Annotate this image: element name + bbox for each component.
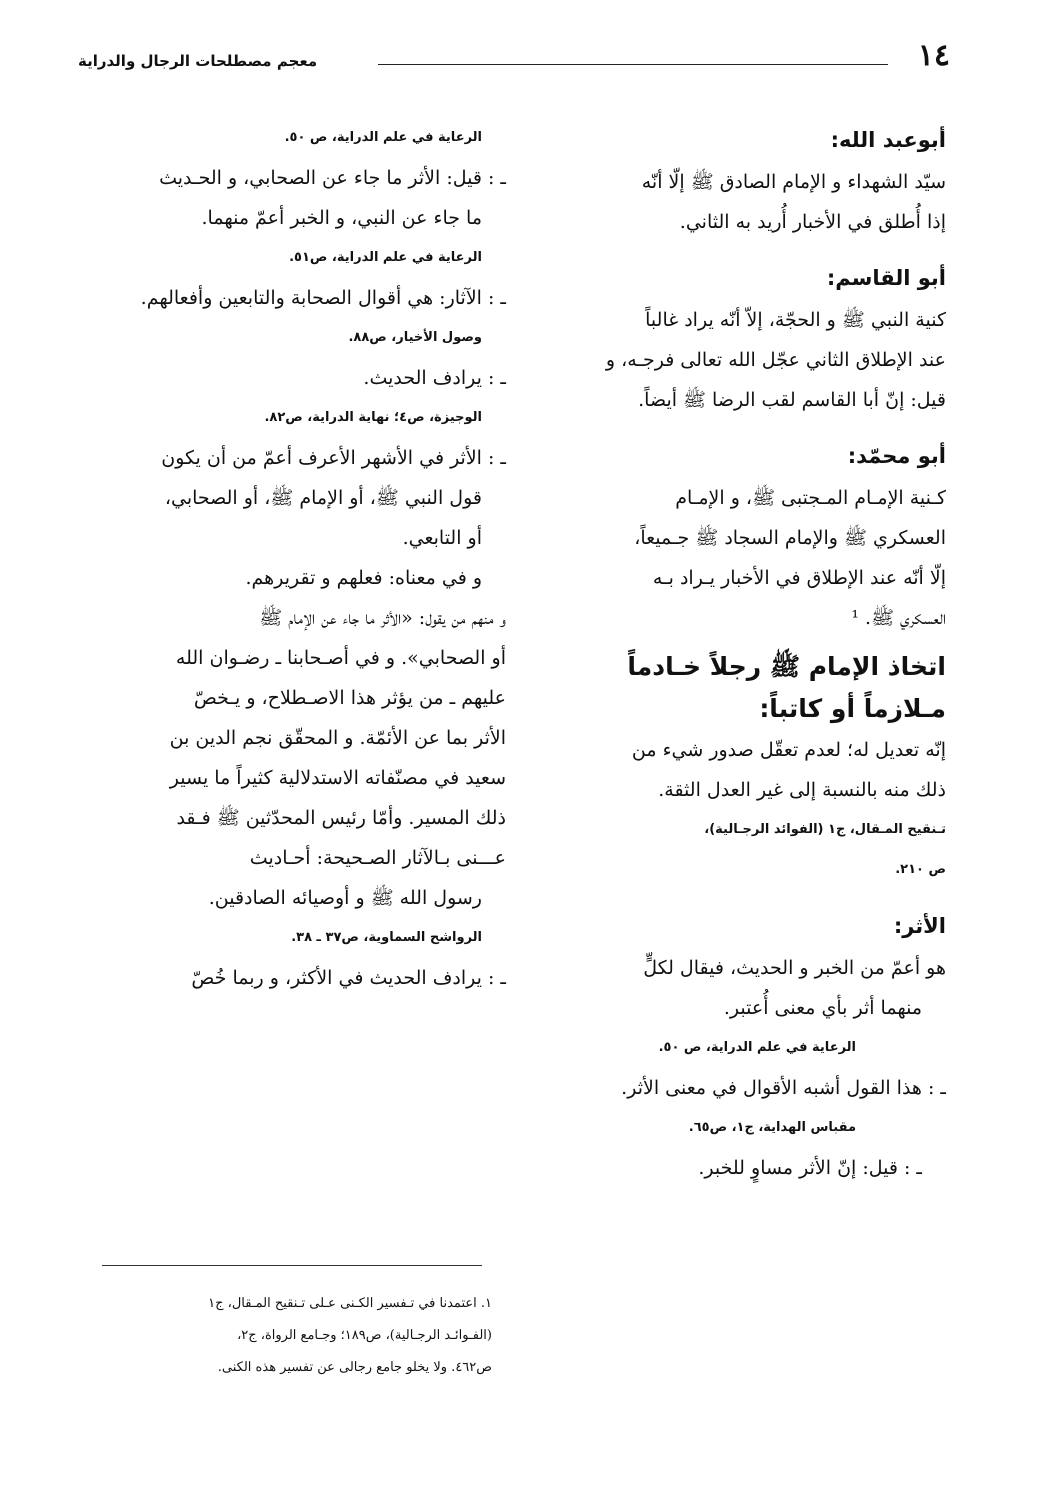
footnotes (100, 1288, 492, 1384)
header-rule (378, 64, 888, 65)
entry-heading-ittikhadh: اتخاذ الإمام ﷺ رجلاً خـادماً مـلازماً أو كاتباً: (627, 652, 946, 723)
body-line: إذا أُطلق في الأخبار أُريد به الثاني. (679, 211, 946, 233)
definition-item: ـ : يرادف الحديث في الأكثر، و ربما خُصّ (191, 967, 506, 989)
footnote-line: (الفـوائـد الرجـالية)، ص١٨٩؛ وجـامع الرواة، ج٢، (237, 1328, 492, 1343)
body-line: ما جاء عن النبي، و الخبر أعمّ منهما. (201, 207, 482, 229)
definition-item: ـ : يرادف الحديث. (363, 367, 506, 389)
source-reference: الرعاية في علم الدراية، ص ٥٠. (284, 130, 482, 145)
source-reference: وصول الأخيار، ص٨٨. (348, 330, 482, 345)
page-header (78, 38, 950, 88)
body-line: الأثر بما عن الأئمّة. و المحقّق نجم الدين بن (169, 727, 506, 749)
right-column (556, 118, 946, 1188)
body-line: كـنية الإمـام المـجتبى ﷺ، و الإمـام (675, 487, 946, 509)
body-line: رسول الله ﷺ و أوصيائه الصادقين. (208, 887, 482, 909)
entry-heading-abu-abdillah: أبوعبد الله: (830, 128, 946, 152)
body-line: كنية النبي ﷺ و الحجّة، إلاّ أنّه يراد غالباً (645, 309, 946, 331)
definition-item: ـ : قيل: الأثر ما جاء عن الصحابي، و الحـديث (159, 167, 506, 189)
definition-item: ـ : هذا القول أشبه الأقوال في معنى الأثر. (621, 1077, 946, 1099)
body-line: إلّا أنّه عند الإطلاق في الأخبار يـراد بـه (652, 567, 946, 589)
body-line: سيّد الشهداء و الإمام الصادق ﷺ إلّا أنّه (641, 171, 946, 193)
body-line: العسكري ﷺ والإمام السجاد ﷺ جـميعاً، (634, 527, 946, 549)
source-reference: مقباس الهداية، ج١، ص٦٥. (688, 1120, 856, 1135)
page-number: ١٤ (917, 38, 950, 73)
body-line: عـــنى بـالآثار الصـحيحة: أحـاديث (249, 847, 506, 869)
body-line: هو أعمّ من الخبر و الحديث، فيقال لكلٍّ (643, 957, 946, 979)
entry-heading-athar: الأثر: (893, 914, 946, 938)
entry-heading-abu-muhammad: أبو محمّد: (847, 444, 946, 468)
left-column (66, 118, 506, 998)
source-reference: تـنقيح المـقال، ج١ (الفوائد الرجـالية)، (704, 822, 946, 837)
footnote-rule (102, 1265, 482, 1266)
body-line: و في معناه: فعلهم و تقريرهم. (245, 567, 482, 589)
body-line: عليهم ـ من يؤثر هذا الاصـطلاح، و يـخصّ (193, 687, 506, 709)
body-line: عند الإطلاق الثاني عجّل الله تعالى فرجـه، و (605, 349, 946, 371)
source-reference: الرعاية في علم الدراية، ص٥١. (289, 250, 482, 265)
source-reference: الوجيزة، ص٤؛ نهاية الدراية، ص٨٢. (264, 410, 482, 425)
entry-heading-abu-alqasim: أبو القاسم: (826, 266, 946, 290)
body-line: منهما أثر بأي معنى أُعتبر. (723, 997, 922, 1019)
footnote-line: ١. اعتمدنا في تـفسير الكـنى عـلى تـنقيح المـقال، ج١ (208, 1296, 492, 1311)
body-line: أو التابعي. (402, 527, 482, 549)
book-title: معجم مصطلحات الرجال والدراية (78, 52, 318, 70)
body-line: و منهم من يقول: «الأثر ما جاء عن الإمام ﷺ (259, 607, 506, 629)
body-line: سعيد في مصنّفاته الاستدلالية كثيراً ما يسير (169, 767, 506, 789)
body-line: إنّه تعديل له؛ لعدم تعقّل صدور شيء من (631, 739, 946, 761)
definition-item: ـ : قيل: إنّ الأثر مساوٍ للخبر. (698, 1157, 922, 1179)
definition-item: ـ : الأثر في الأشهر الأعرف أعمّ من أن يكون (161, 447, 506, 469)
source-reference: ص ٢١٠. (895, 862, 946, 877)
source-reference: الرواشح السماوية، ص٣٧ ـ ٣٨. (291, 930, 482, 945)
body-line: قول النبي ﷺ، أو الإمام ﷺ، أو الصحابي، (164, 487, 482, 509)
body-line: العسكري ﷺ. ¹ (851, 607, 946, 629)
body-line: قيل: إنّ أبا القاسم لقب الرضا ﷺ أيضاً. (638, 389, 946, 411)
source-reference: الرعاية في علم الدراية، ص ٥٠. (658, 1040, 856, 1055)
body-line: ذلك منه بالنسبة إلى غير العدل الثقة. (658, 779, 946, 801)
footnote-line: ص٤٦٢. ولا يخلو جامع رجالى عن تفسير هذه الكنى. (217, 1360, 492, 1375)
body-line: أو الصحابي». و في أصـحابنا ـ رضـوان الله (175, 647, 506, 669)
definition-item: ـ : الآثار: هي أقوال الصحابة والتابعين وأفعالهم. (140, 287, 506, 309)
body-line: ذلك المسير. وأمّا رئيس المحدّثين ﷺ فـقد (176, 807, 506, 829)
